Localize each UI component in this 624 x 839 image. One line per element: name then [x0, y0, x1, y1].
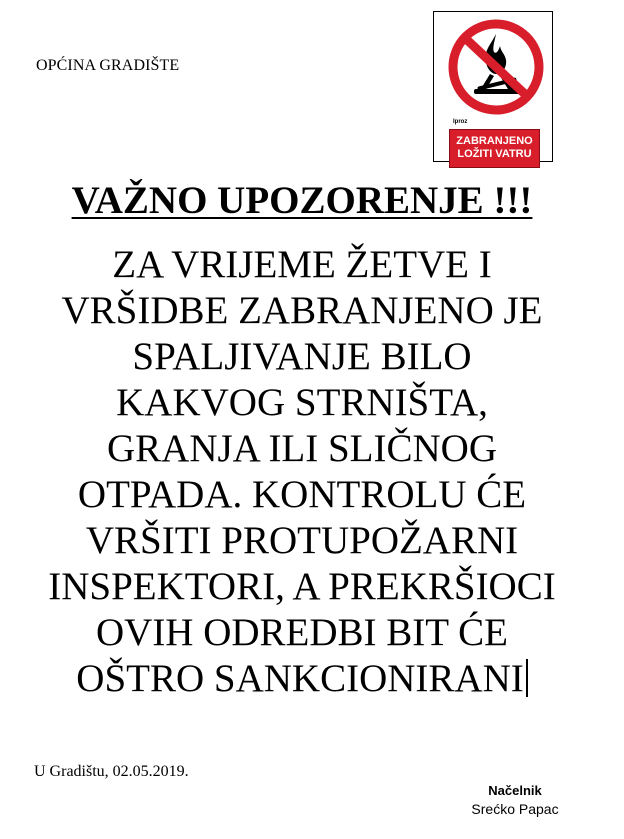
signature-name: Srećko Papac [471, 801, 559, 817]
notice-line: VRŠITI PROTUPOŽARNI [85, 519, 519, 562]
place-and-date: U Gradištu, 02.05.2019. [34, 763, 189, 780]
notice-body [0, 242, 604, 702]
notice-line: SPALJIVANJE BILO [132, 335, 472, 378]
notice-heading: VAŽNO UPOZORENJE !!! [71, 179, 533, 222]
notice-line: OTPADA. KONTROLU ĆE [77, 473, 527, 516]
sign-caption-line-2: LOŽITI VATRU [457, 148, 532, 160]
signature-role: Načelnik [488, 783, 542, 798]
notice-line-last [0, 656, 604, 702]
notice-line: INSPEKTORI, A PREKRŠIOCI [48, 565, 556, 608]
notice-line: OVIH ODREDBI BIT ĆE [95, 611, 508, 654]
text-cursor [526, 659, 528, 697]
signature-block [460, 781, 570, 819]
sign-caption [449, 129, 540, 168]
no-fire-sign [433, 11, 553, 162]
notice-line: VRŠIDBE ZABRANJENO JE [61, 289, 543, 332]
sign-caption-line-1: ZABRANJENO [456, 135, 533, 147]
notice-line: GRANJA ILI SLIČNOG [107, 427, 497, 470]
sign-brand-label: Iproz [453, 119, 468, 125]
notice-line: ZA VRIJEME ŽETVE I [112, 243, 492, 286]
notice-line-text: OŠTRO SANKCIONIRANI [76, 657, 524, 700]
notice-line: KAKVOG STRNIŠTA, [116, 381, 488, 424]
municipality-name: OPĆINA GRADIŠTE [36, 57, 180, 74]
